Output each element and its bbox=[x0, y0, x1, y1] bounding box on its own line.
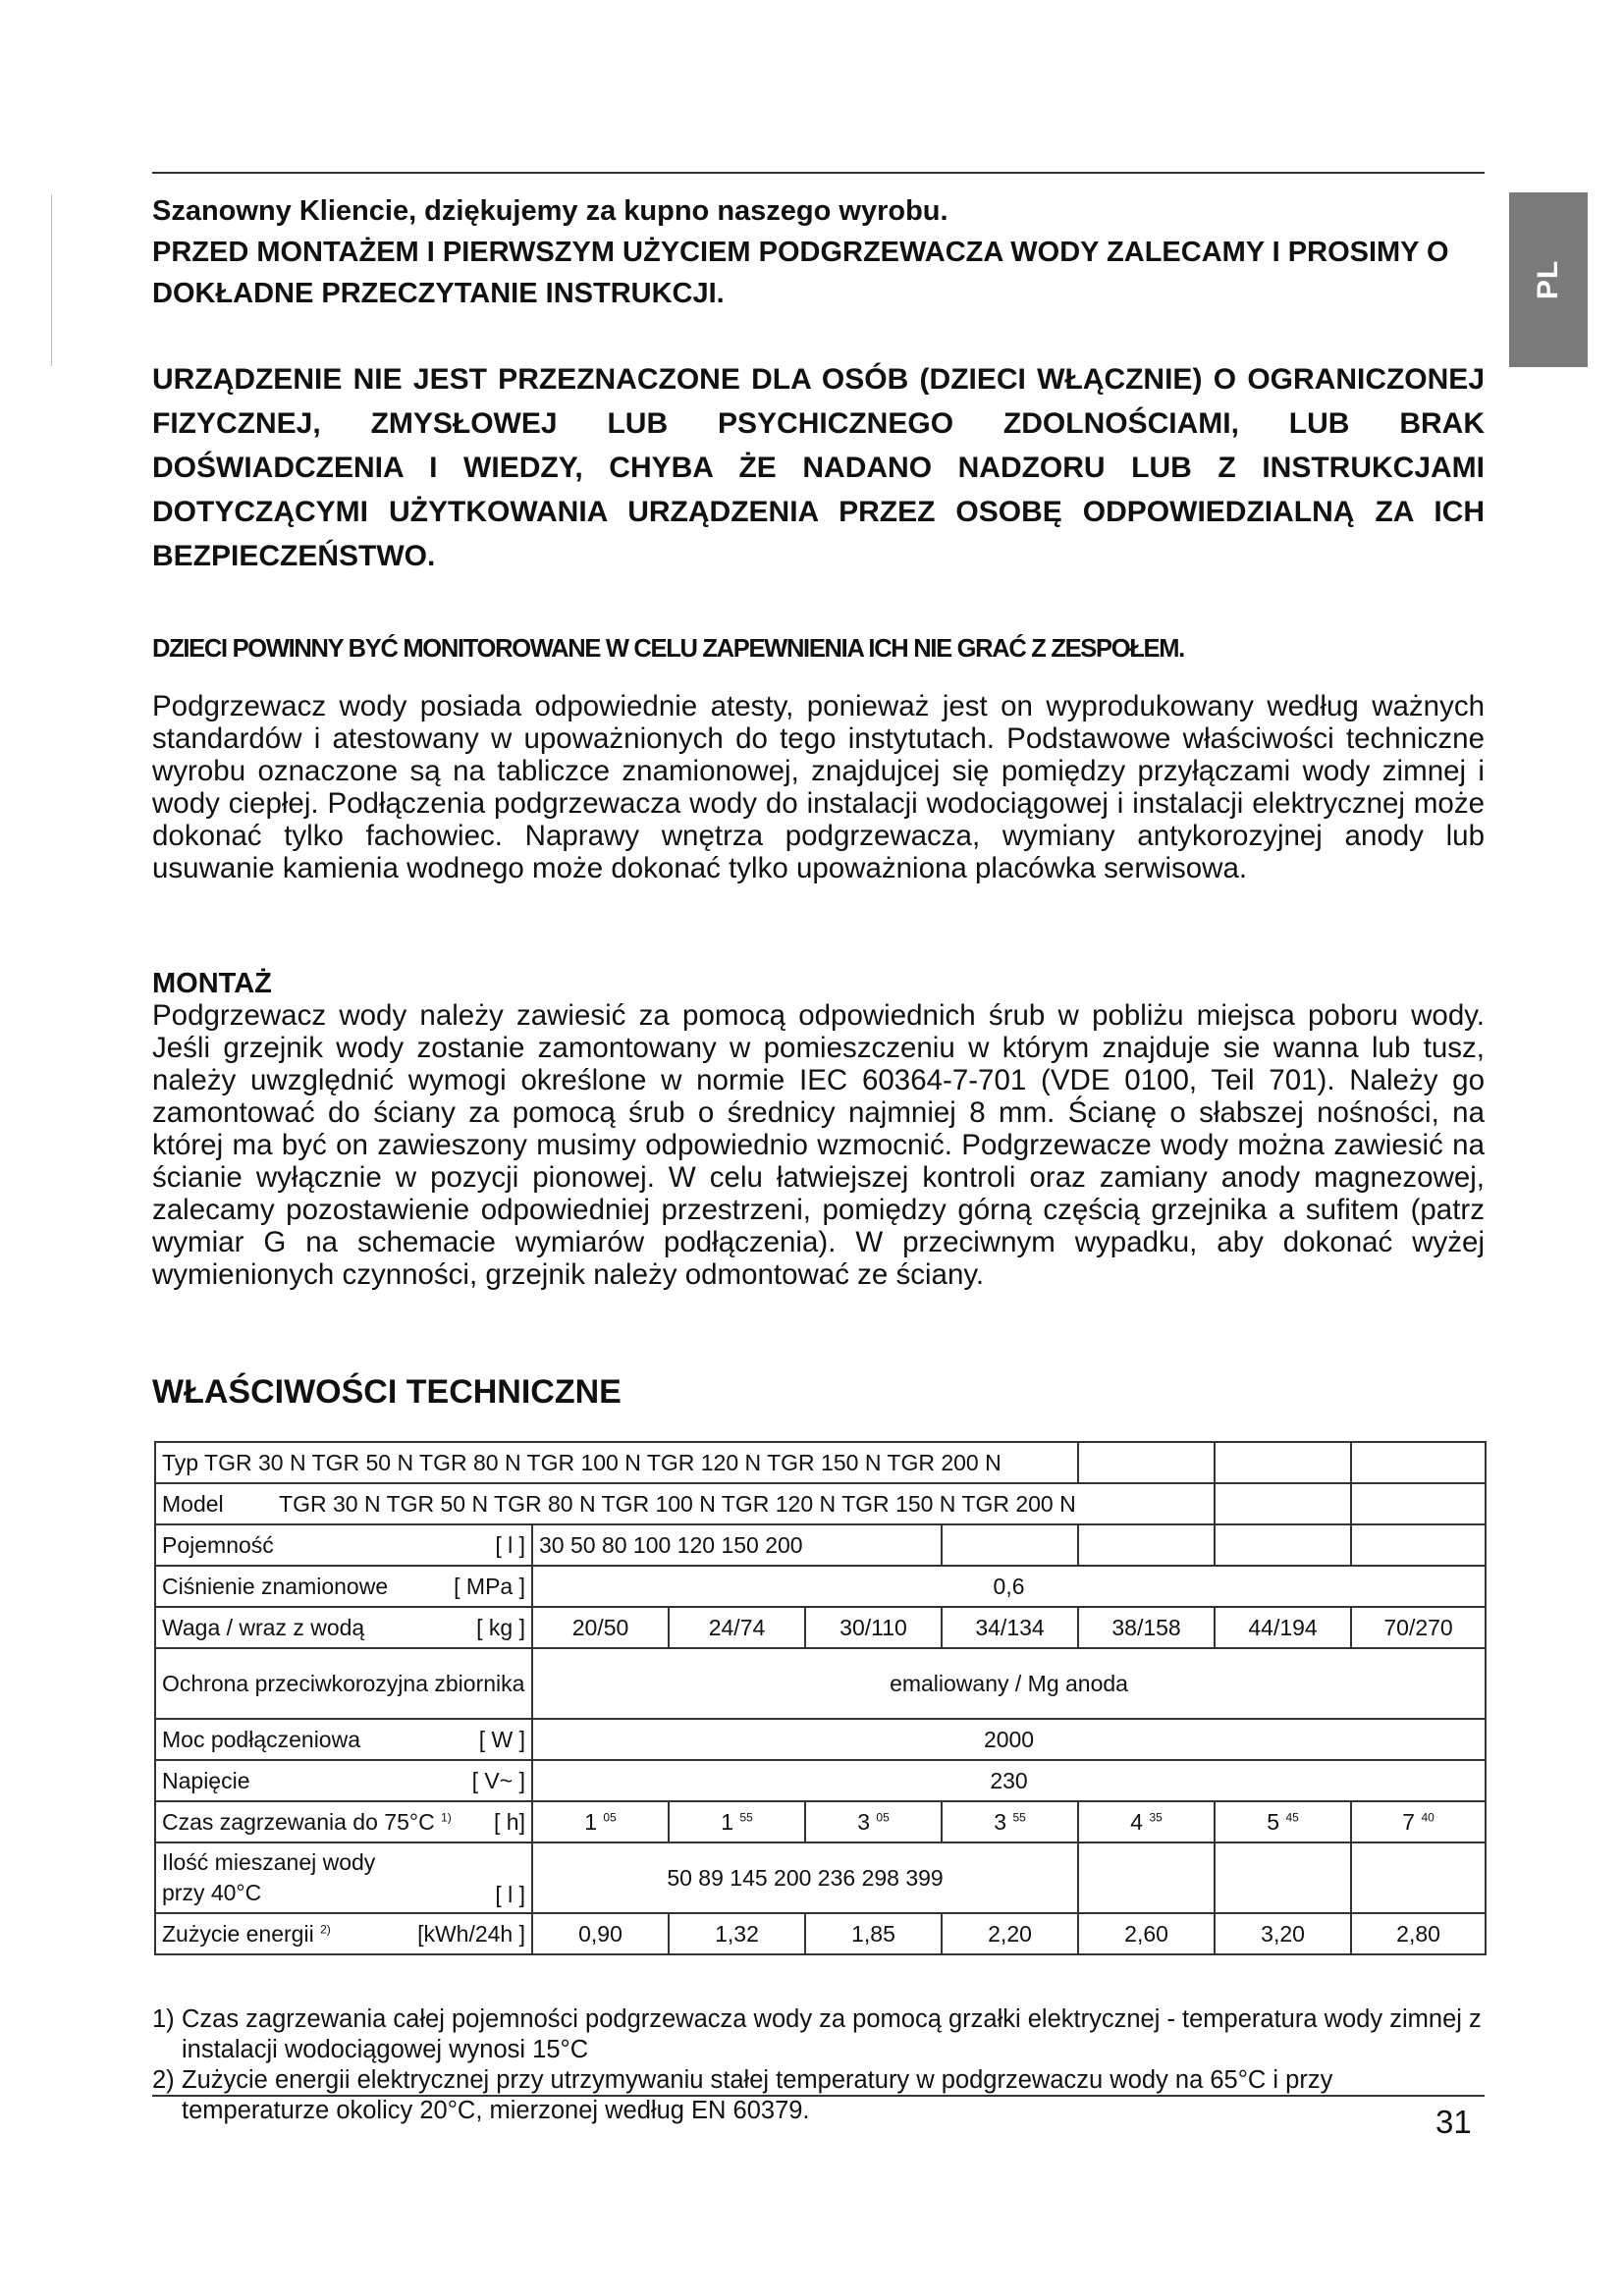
napiecie-value: 230 bbox=[532, 1760, 1486, 1801]
ochrona-value: emaliowany / Mg anoda bbox=[532, 1648, 1486, 1719]
zuzycie-value: 3,20 bbox=[1215, 1913, 1351, 1954]
waga-unit: [ kg ] bbox=[476, 1614, 525, 1640]
cisnienie-label-cell bbox=[155, 1566, 532, 1607]
czas-footnote-ref: 1) bbox=[441, 1809, 452, 1824]
czas-value: 3 $^{55}$ bbox=[942, 1801, 1078, 1842]
pojemnosc-label: Pojemność bbox=[162, 1531, 274, 1558]
children-notice: DZIECI POWINNY BYĆ MONITOROWANE W CELU ZAPEWNIENIA ICH NIE GRAĆ Z ZESPOŁEM. bbox=[152, 635, 1184, 663]
czas-value: 4 $^{35}$ bbox=[1078, 1801, 1215, 1842]
greeting-block bbox=[152, 190, 1485, 314]
typ-text: Typ TGR 30 N TGR 50 N TGR 80 N TGR 100 N TGR 120 N TGR 150 N TGR 200 N bbox=[162, 1449, 1001, 1475]
typ-cell bbox=[155, 1442, 1078, 1483]
language-tab bbox=[1509, 192, 1588, 367]
czas-value: 7 $^{40}$ bbox=[1351, 1801, 1486, 1842]
waga-value: 24/74 bbox=[669, 1607, 805, 1648]
waga-value: 30/110 bbox=[805, 1607, 942, 1648]
ilosc-unit: [ l ] bbox=[495, 1882, 525, 1907]
footnotes bbox=[152, 2004, 1485, 2126]
ilosc-value: 50 89 145 200 236 298 399 bbox=[667, 1864, 944, 1891]
ochrona-label: Ochrona przeciwkorozyjna zbiornika bbox=[155, 1648, 532, 1719]
footnote-number: 2) bbox=[152, 2066, 175, 2094]
waga-value: 20/50 bbox=[532, 1607, 669, 1648]
czas-value: 5 $^{45}$ bbox=[1215, 1801, 1351, 1842]
table-row-waga bbox=[155, 1607, 1486, 1648]
margin-line bbox=[51, 194, 52, 366]
zuzycie-footnote-ref: 2) bbox=[320, 1921, 331, 1936]
zuzycie-label-cell bbox=[155, 1913, 532, 1954]
table-row-typ bbox=[155, 1442, 1486, 1483]
table-row-ochrona bbox=[155, 1648, 1486, 1719]
top-rule bbox=[152, 172, 1485, 174]
zuzycie-value: 1,85 bbox=[805, 1913, 942, 1954]
czas-value: 3 $^{05}$ bbox=[805, 1801, 942, 1842]
czas-value: 1 $^{55}$ bbox=[669, 1801, 805, 1842]
zuzycie-unit: [kWh/24h ] bbox=[417, 1920, 525, 1947]
montaz-paragraph: Podgrzewacz wody należy zawiesić za pomocą odpowiednich śrub w pobliżu miejsca poboru wody. Jeśli grzejnik wody zostanie zamontowany w pomieszczeniu w którym znajduje sie wanna lub tusz, należy uwzględnić wymogi określone w normie IEC 60364-7-701 (VDE 0100, Teil 701). Należy go zamontować do ściany za pomocą śrub o średnicy najmniej 8 mm. Ścianę o słabszej nośności, na której ma być on zawieszony musimy odpowiednio wzmocnić. Podgrzewacze wody można zawiesić na ścianie wyłącznie w pozycji pionowej. W celu łatwiejszej kontroli oraz zamiany anody magnezowej, zalecamy pozostawienie odpowiedniej przestrzeni, pomiędzy górną częścią grzejnika a sufitem (patrz wymiar G na schemacie wymiarów podłączenia). W przeciwnym wypadku, aby dokonać wyżej wymienionych czynności, grzejnik należy odmontować ze ściany. bbox=[152, 999, 1485, 1291]
ilosc-label-cell bbox=[155, 1842, 532, 1913]
table-row-czas bbox=[155, 1801, 1486, 1842]
footnote-number: 1) bbox=[152, 2005, 175, 2033]
zuzycie-value: 2,60 bbox=[1078, 1913, 1215, 1954]
safety-warning: URZĄDZENIE NIE JEST PRZEZNACZONE DLA OSÓB (DZIECI WŁĄCZNIE) O OGRANICZONEJ FIZYCZNEJ, ZMYSŁOWEJ LUB PSYCHICZNEGO ZDOLNOŚCIAMI, LUB BRAK DOŚWIADCZENIA I WIEDZY, CHYBA ŻE NADANO NADZORU LUB Z INSTRUKCJAMI DOTYCZĄCYMI UŻYTKOWANIA URZĄDZENIA PRZEZ OSOBĘ ODPOWIEDZIALNĄ ZA ICH BEZPIECZEŃSTWO. bbox=[152, 363, 1485, 572]
zuzycie-value: 1,32 bbox=[669, 1913, 805, 1954]
pojemnosc-label-cell bbox=[155, 1524, 532, 1566]
czas-label-cell bbox=[155, 1801, 532, 1842]
tech-spec-table bbox=[154, 1441, 1487, 1955]
footnote-text: Zużycie energii elektrycznej przy utrzymywaniu stałej temperatury w podgrzewaczu wody na 65°C i przy temperaturze okolicy 20°C, mierzonej według EN 60379. bbox=[182, 2066, 1333, 2124]
montaz-heading: MONTAŻ bbox=[152, 968, 272, 999]
waga-value: 34/134 bbox=[942, 1607, 1078, 1648]
zuzycie-value: 0,90 bbox=[532, 1913, 669, 1954]
table-row-napiecie bbox=[155, 1760, 1486, 1801]
table-row-zuzycie bbox=[155, 1913, 1486, 1954]
bottom-rule bbox=[152, 2095, 1485, 2097]
table-row-moc bbox=[155, 1719, 1486, 1760]
zuzycie-label: Zużycie energii bbox=[162, 1920, 314, 1947]
read-instructions-notice: PRZED MONTAŻEM I PIERWSZYM UŻYCIEM PODGRZEWACZA WODY ZALECAMY I PROSIMY O DOKŁADNE PRZECZYTANIE INSTRUKCJI. bbox=[152, 237, 1449, 309]
czas-unit: [ h] bbox=[494, 1808, 525, 1835]
napiecie-label-cell bbox=[155, 1760, 532, 1801]
page-number: 31 bbox=[1435, 2104, 1472, 2140]
moc-label: Moc podłączeniowa bbox=[162, 1726, 361, 1752]
waga-value: 44/194 bbox=[1215, 1607, 1351, 1648]
napiecie-label: Napięcie bbox=[162, 1767, 250, 1793]
intro-paragraph: Podgrzewacz wody posiada odpowiednie atesty, ponieważ jest on wyprodukowany według ważnych standardów i atestowany w upoważnionych do tego instytutach. Podstawowe właściwości techniczne wyrobu oznaczone są na tabliczce znamionowej, znajdujcej się pomiędzy przyłączami wody zimnej i wody ciepłej. Podłączenia podgrzewacza wody do instalacji wodociągowej i instalacji elektrycznej może dokonać tylko fachowiec. Naprawy wnętrza podgrzewacza, wymiany antykorozyjnej anody lub usuwanie kamienia wodnego może dokonać tylko upoważniona placówka serwisowa. bbox=[152, 690, 1485, 884]
napiecie-unit: [ V~ ] bbox=[471, 1767, 525, 1793]
waga-value: 38/158 bbox=[1078, 1607, 1215, 1648]
footnote-item bbox=[152, 2004, 1485, 2065]
zuzycie-value: 2,80 bbox=[1351, 1913, 1486, 1954]
moc-label-cell bbox=[155, 1719, 532, 1760]
pojemnosc-unit: [ l ] bbox=[495, 1531, 525, 1558]
footnote-text: Czas zagrzewania całej pojemności podgrzewacza wody za pomocą grzałki elektrycznej - temperatura wody zimnej z instalacji wodociągowej wynosi 15°C bbox=[182, 2005, 1482, 2063]
table-row-ilosc bbox=[155, 1842, 1486, 1913]
cisnienie-unit: [ MPa ] bbox=[454, 1573, 525, 1599]
waga-label: Waga / wraz z wodą bbox=[162, 1614, 365, 1640]
table-row-pojemnosc bbox=[155, 1524, 1486, 1566]
language-tab-label: PL bbox=[1532, 259, 1564, 300]
model-cell bbox=[155, 1483, 1215, 1524]
zuzycie-value: 2,20 bbox=[942, 1913, 1078, 1954]
czas-label: Czas zagrzewania do 75°C bbox=[162, 1808, 435, 1835]
model-label: Model bbox=[162, 1490, 224, 1517]
pojemnosc-value: 30 50 80 100 120 150 200 bbox=[539, 1531, 803, 1558]
table-row-model bbox=[155, 1483, 1486, 1524]
moc-unit: [ W ] bbox=[478, 1726, 525, 1752]
model-value: TGR 30 N TGR 50 N TGR 80 N TGR 100 N TGR 120 N TGR 150 N TGR 200 N bbox=[279, 1490, 1076, 1517]
greeting-line: Szanowny Kliencie, dziękujemy za kupno naszego wyrobu. bbox=[152, 195, 948, 227]
waga-label-cell bbox=[155, 1607, 532, 1648]
waga-value: 70/270 bbox=[1351, 1607, 1486, 1648]
cisnienie-label: Ciśnienie znamionowe bbox=[162, 1573, 389, 1599]
czas-value: 1 $^{05}$ bbox=[532, 1801, 669, 1842]
moc-value: 2000 bbox=[532, 1719, 1486, 1760]
tech-spec-heading: WŁAŚCIWOŚCI TECHNICZNE bbox=[152, 1373, 622, 1411]
ilosc-value-cell bbox=[532, 1842, 1078, 1913]
ilosc-label: Ilość mieszanej wody przy 40°C bbox=[162, 1849, 376, 1905]
cisnienie-value: 0,6 bbox=[532, 1566, 1486, 1607]
table-row-cisnienie bbox=[155, 1566, 1486, 1607]
pojemnosc-value-cell bbox=[532, 1524, 942, 1566]
